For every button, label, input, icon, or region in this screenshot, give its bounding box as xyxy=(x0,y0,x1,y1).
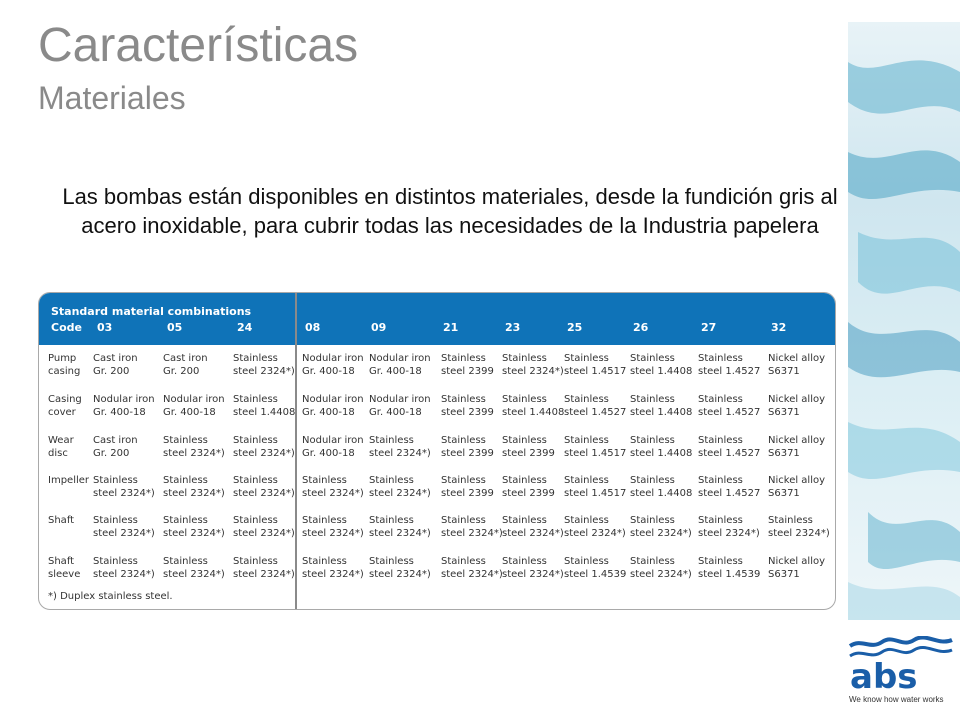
table-cell: Nodular iron Gr. 400-18 xyxy=(369,353,431,377)
table-cell: Stainless steel 2324*) xyxy=(93,515,155,539)
table-cell: Nodular iron Gr. 400-18 xyxy=(93,394,155,418)
table-cell: Stainless steel 2324*) xyxy=(93,475,155,499)
table-cell: Stainless steel 1.4408 xyxy=(630,394,693,418)
table-cell: Stainless steel 2324*) xyxy=(233,515,295,539)
table-cell: Stainless steel 1.4527 xyxy=(698,353,761,377)
table-cell: Stainless steel 2324*) xyxy=(233,353,295,377)
code-header: 21 xyxy=(443,321,459,334)
table-cell: Nodular iron Gr. 400-18 xyxy=(302,353,364,377)
table-cell: Stainless steel 1.4408 xyxy=(502,394,565,418)
code-header: 24 xyxy=(237,321,253,334)
table-cell: Stainless steel 2324*) xyxy=(698,515,760,539)
table-cell: Stainless steel 1.4408 xyxy=(233,394,296,418)
code-label: Code xyxy=(51,321,82,334)
row-label: Pump casing xyxy=(48,353,81,377)
table-cell: Stainless steel 1.4539 xyxy=(698,556,761,580)
logo-tagline: We know how water works xyxy=(849,695,944,704)
table-cell: Stainless steel 2324*) xyxy=(93,556,155,580)
table-cell: Cast iron Gr. 200 xyxy=(93,435,138,459)
table-cell: Stainless steel 1.4408 xyxy=(630,475,693,499)
table-cell: Stainless steel 2324*) xyxy=(163,556,225,580)
table-cell: Stainless steel 1.4517 xyxy=(564,435,627,459)
table-cell: Stainless steel 2324*) xyxy=(302,515,364,539)
table-cell: Stainless steel 2399 xyxy=(502,435,555,459)
abs-logo xyxy=(846,636,956,706)
table-cell: Cast iron Gr. 200 xyxy=(163,353,208,377)
code-header: 05 xyxy=(167,321,183,334)
table-cell: Stainless steel 2324*) xyxy=(163,515,225,539)
water-image xyxy=(848,22,960,620)
table-header-band xyxy=(39,293,835,345)
table-cell: Stainless steel 1.4408 xyxy=(630,353,693,377)
table-cell: Stainless steel 2324*) xyxy=(163,475,225,499)
code-header: 26 xyxy=(633,321,649,334)
table-cell: Nickel alloy S6371 xyxy=(768,394,826,418)
slide-title: Características xyxy=(38,19,359,72)
table-cell: Nickel alloy S6371 xyxy=(768,556,826,580)
code-header: 03 xyxy=(97,321,113,334)
table-cell: Stainless steel 2324*) xyxy=(163,435,225,459)
code-header: 25 xyxy=(567,321,583,334)
table-cell: Stainless steel 2399 xyxy=(441,394,494,418)
table-cell: Stainless steel 2324*) xyxy=(564,515,626,539)
table-cell: Stainless steel 2324*) xyxy=(369,515,431,539)
table-cell: Stainless steel 2324*) xyxy=(502,515,564,539)
slide-subtitle: Materiales xyxy=(38,80,186,116)
table-cell: Stainless steel 1.4517 xyxy=(564,475,627,499)
abs-wordmark: abs xyxy=(850,657,918,697)
table-cell: Stainless steel 2324*) xyxy=(369,556,431,580)
table-cell: Stainless steel 2324*) xyxy=(233,475,295,499)
row-label: Impeller xyxy=(48,475,90,486)
row-label: Wear disc xyxy=(48,435,74,459)
table-cell: Stainless steel 1.4517 xyxy=(564,353,627,377)
table-cell: Nodular iron Gr. 400-18 xyxy=(302,435,364,459)
table-cell: Stainless steel 2399 xyxy=(441,353,494,377)
table-cell: Stainless steel 2399 xyxy=(441,435,494,459)
table-footnote: *) Duplex stainless steel. xyxy=(48,591,173,602)
table-cell: Nodular iron Gr. 400-18 xyxy=(163,394,225,418)
table-cell: Stainless steel 1.4408 xyxy=(630,435,693,459)
table-cell: Stainless steel 2324*) xyxy=(369,435,431,459)
code-header: 32 xyxy=(771,321,787,334)
table-cell: Stainless steel 2324*) xyxy=(233,435,295,459)
table-cell: Stainless steel 2399 xyxy=(502,475,555,499)
table-cell: Cast iron Gr. 200 xyxy=(93,353,138,377)
table-cell: Stainless steel 1.4527 xyxy=(698,435,761,459)
table-cell: Stainless steel 2324*) xyxy=(369,475,431,499)
table-divider xyxy=(295,293,297,609)
table-cell: Nickel alloy S6371 xyxy=(768,353,826,377)
code-header: 08 xyxy=(305,321,321,334)
table-cell: Stainless steel 2324*) xyxy=(302,475,364,499)
table-cell: Stainless steel 1.4527 xyxy=(564,394,627,418)
table-cell: Nickel alloy S6371 xyxy=(768,435,826,459)
material-table xyxy=(38,292,836,610)
code-header: 27 xyxy=(701,321,717,334)
row-label: Shaft sleeve xyxy=(48,556,81,580)
table-cell: Stainless steel 2324*) xyxy=(502,556,564,580)
table-cell: Nickel alloy S6371 xyxy=(768,475,826,499)
table-cell: Nodular iron Gr. 400-18 xyxy=(369,394,431,418)
table-cell: Stainless steel 2324*) xyxy=(768,515,830,539)
table-cell: Nodular iron Gr. 400-18 xyxy=(302,394,364,418)
table-cell: Stainless steel 2324*) xyxy=(630,515,692,539)
table-cell: Stainless steel 1.4527 xyxy=(698,394,761,418)
table-cell: Stainless steel 1.4527 xyxy=(698,475,761,499)
table-cell: Stainless steel 2324*) xyxy=(441,556,503,580)
code-header: 09 xyxy=(371,321,387,334)
row-label: Casing cover xyxy=(48,394,82,418)
table-cell: Stainless steel 2324*) xyxy=(441,515,503,539)
table-cell: Stainless steel 2324*) xyxy=(502,353,564,377)
table-cell: Stainless steel 1.4539 xyxy=(564,556,627,580)
table-cell: Stainless steel 2324*) xyxy=(302,556,364,580)
body-paragraph: Las bombas están disponibles en distintos materiales, desde la fundición gris al acero inoxidable, para cubrir todas las necesidades de la Industria papelera xyxy=(62,184,838,238)
row-label: Shaft xyxy=(48,515,75,526)
table-cell: Stainless steel 2399 xyxy=(441,475,494,499)
code-header: 23 xyxy=(505,321,521,334)
table-cell: Stainless steel 2324*) xyxy=(630,556,692,580)
table-cell: Stainless steel 2324*) xyxy=(233,556,295,580)
table-heading: Standard material combinations xyxy=(51,305,252,318)
